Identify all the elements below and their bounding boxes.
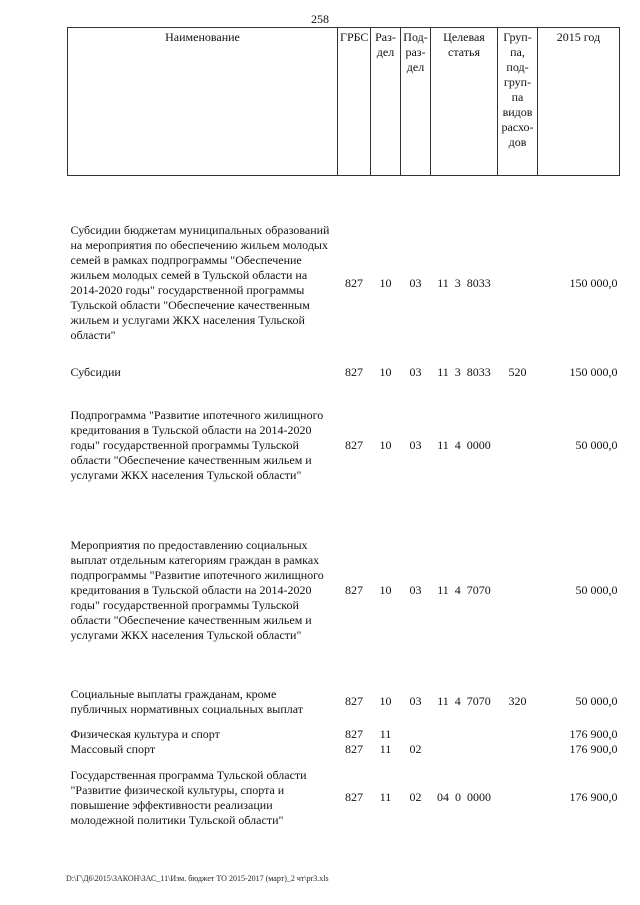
row-target: 11 4 7070 bbox=[437, 694, 491, 708]
row-name: Массовый спорт bbox=[70, 741, 156, 756]
row-razdel: 11 bbox=[379, 726, 392, 741]
row-group: 320 bbox=[508, 694, 527, 708]
row-target: 11 3 8033 bbox=[437, 275, 491, 290]
row-razdel: 11 bbox=[379, 790, 392, 804]
row-amount: 50 000,0 bbox=[575, 583, 618, 597]
table-row bbox=[68, 363, 620, 383]
row-grbs: 827 bbox=[345, 790, 363, 804]
header-razdel: Раз- дел bbox=[371, 28, 401, 176]
row-target: 11 3 8033 bbox=[437, 365, 491, 379]
row-podrazdel: 03 bbox=[409, 275, 422, 290]
row-podrazdel: 02 bbox=[409, 741, 422, 756]
row-razdel: 10 bbox=[379, 694, 392, 708]
table-row bbox=[68, 727, 620, 742]
header-name: Наименование bbox=[68, 28, 338, 176]
row-name: Субсидии бюджетам муниципальных образований на мероприятия по обеспечению жильем молодых семей в рамках подпрограммы "Обеспечение жильем молодых семей в Тульской области на 2014-2020 годы" государственной программы Тульской области "Обеспечение качественным жильем и услугами ЖКХ населения Тульской области" bbox=[70, 223, 330, 342]
table-row bbox=[68, 684, 620, 720]
row-podrazdel bbox=[401, 727, 431, 742]
row-razdel: 10 bbox=[379, 365, 392, 379]
row-razdel: 10 bbox=[379, 583, 392, 597]
row-grbs: 827 bbox=[345, 726, 363, 741]
row-amount: 50 000,0 bbox=[575, 437, 618, 452]
row-group bbox=[498, 222, 538, 345]
row-razdel: 11 bbox=[379, 741, 392, 756]
table-row bbox=[68, 222, 620, 345]
row-amount: 176 900,0 bbox=[569, 741, 618, 756]
row-group: 520 bbox=[508, 365, 527, 379]
row-name: Государственная программа Тульской области "Развитие физической культуры, спорта и повышение эффективности реализации молодежной политики Тульской области" bbox=[70, 767, 307, 827]
row-grbs: 827 bbox=[345, 583, 363, 597]
row-grbs: 827 bbox=[345, 741, 363, 756]
row-amount: 50 000,0 bbox=[575, 694, 618, 708]
row-amount: 176 900,0 bbox=[569, 790, 618, 804]
header-year: 2015 год bbox=[538, 28, 620, 176]
row-name: Субсидии bbox=[70, 365, 121, 379]
header-group: Груп- па, под- груп- па видов расхо- дов bbox=[498, 28, 538, 176]
row-podrazdel: 03 bbox=[409, 583, 422, 597]
header-podrazdel: Под- раз- дел bbox=[401, 28, 431, 176]
table-header-row bbox=[68, 28, 620, 176]
row-group bbox=[498, 727, 538, 742]
table-row bbox=[68, 766, 620, 830]
row-podrazdel: 03 bbox=[409, 365, 422, 379]
row-grbs: 827 bbox=[345, 694, 363, 708]
table-row bbox=[68, 522, 620, 660]
row-amount: 150 000,0 bbox=[569, 365, 618, 379]
header-target: Целевая статья bbox=[431, 28, 498, 176]
row-target bbox=[431, 742, 498, 757]
row-group bbox=[498, 399, 538, 492]
row-podrazdel: 03 bbox=[409, 694, 422, 708]
row-name: Подпрограмма "Развитие ипотечного жилищного кредитования в Тульской области на 2014-2020 годы" государственной программы Тульской области "Обеспечение качественным жильем и услугами ЖКХ населения Тульской области" bbox=[70, 407, 324, 482]
page-number: 258 bbox=[311, 12, 329, 26]
row-group bbox=[498, 742, 538, 757]
row-amount: 176 900,0 bbox=[569, 726, 618, 741]
row-razdel: 10 bbox=[379, 437, 392, 452]
budget-table bbox=[67, 27, 620, 830]
row-grbs: 827 bbox=[345, 437, 363, 452]
row-target: 11 4 7070 bbox=[437, 583, 491, 597]
row-target: 11 4 0000 bbox=[437, 437, 491, 452]
file-path-footer: D:\Г\Д6\2015\ЗАКОН\ЗАС_11\Изм. бюджет ТО 2015-2017 (март)_2 чт\pr3.xls bbox=[66, 874, 329, 883]
row-razdel: 10 bbox=[379, 275, 392, 290]
row-target: 04 0 0000 bbox=[437, 790, 491, 804]
row-grbs: 827 bbox=[345, 275, 363, 290]
row-name: Социальные выплаты гражданам, кроме публичных нормативных социальных выплат bbox=[70, 686, 304, 716]
row-group bbox=[498, 522, 538, 660]
row-podrazdel: 02 bbox=[409, 790, 422, 804]
row-group bbox=[498, 766, 538, 830]
row-name: Мероприятия по предоставлению социальных выплат отдельным категориям граждан в рамках подпрограммы "Развитие ипотечного жилищного кредитования в Тульской области на 2014-2020 годы" государственной программы Тульской области "Обеспечение качественным жильем и услугами ЖКХ населения Тульской области" bbox=[70, 538, 324, 642]
row-name: Физическая культура и спорт bbox=[70, 726, 220, 741]
row-podrazdel: 03 bbox=[409, 437, 422, 452]
row-target bbox=[431, 727, 498, 742]
table-row bbox=[68, 742, 620, 757]
row-amount: 150 000,0 bbox=[569, 275, 618, 290]
table-row bbox=[68, 399, 620, 492]
header-grbs: ГРБС bbox=[338, 28, 371, 176]
row-grbs: 827 bbox=[345, 365, 363, 379]
